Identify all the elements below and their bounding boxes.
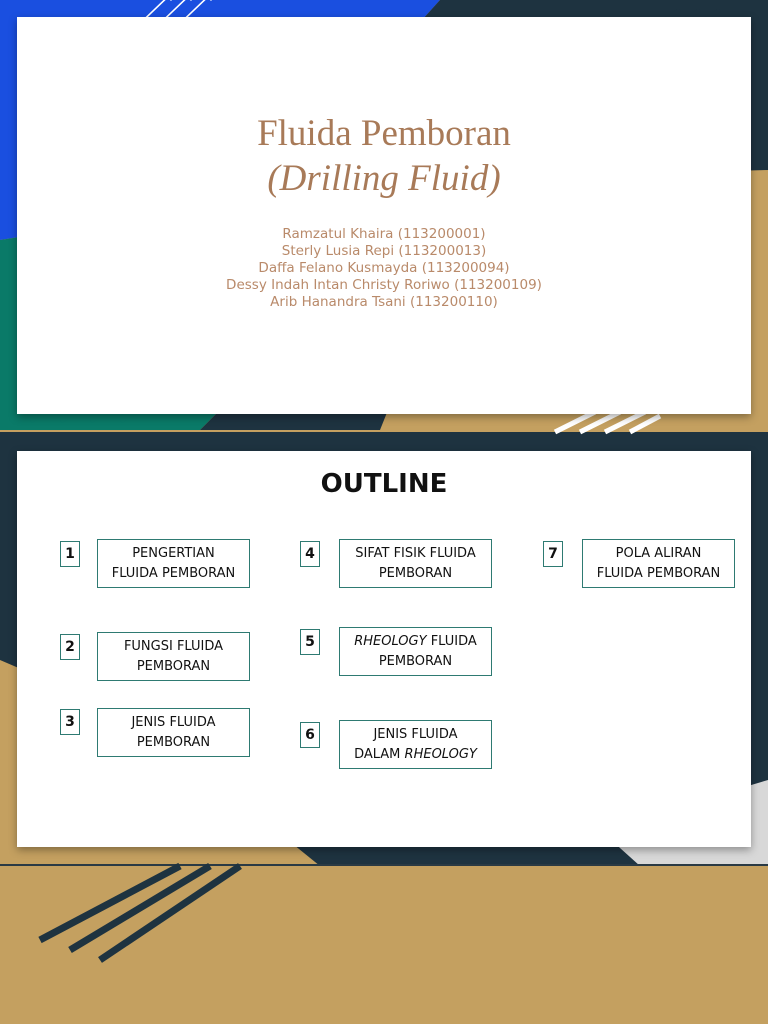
outline-number: 2 bbox=[60, 634, 80, 660]
outline-item-text: PEMBORAN bbox=[136, 734, 211, 750]
outline-item-text: FLUIDA PEMBORAN bbox=[596, 565, 721, 581]
outline-item-text: SIFAT FISIK FLUIDA bbox=[355, 545, 476, 561]
outline-item bbox=[582, 539, 735, 588]
author-name: Sterly Lusia Repi (113200013) bbox=[281, 243, 487, 259]
outline-item-text: PEMBORAN bbox=[136, 658, 211, 674]
outline-number: 5 bbox=[300, 629, 320, 655]
outline-item-text: FLUIDA bbox=[426, 633, 477, 649]
outline-number: 7 bbox=[543, 541, 563, 567]
author-name: Daffa Felano Kusmayda (113200094) bbox=[258, 260, 510, 276]
outline-item bbox=[339, 627, 492, 676]
outline-number: 6 bbox=[300, 722, 320, 748]
title-slide bbox=[17, 17, 751, 414]
outline-number: 1 bbox=[60, 541, 80, 567]
outline-item-text: PEMBORAN bbox=[378, 653, 453, 669]
outline-item bbox=[339, 720, 492, 769]
outline-slide bbox=[17, 451, 751, 847]
author-list bbox=[17, 226, 751, 311]
outline-item bbox=[97, 632, 250, 681]
slide-subtitle: (Drilling Fluid) bbox=[267, 158, 501, 199]
outline-item-text: POLA ALIRAN bbox=[615, 545, 702, 561]
outline-item-text: PEMBORAN bbox=[378, 565, 453, 581]
outline-item bbox=[339, 539, 492, 588]
outline-heading: OUTLINE bbox=[320, 469, 448, 499]
outline-item-text: DALAM bbox=[354, 746, 405, 762]
slide-title: Fluida Pemboran bbox=[257, 113, 511, 154]
outline-item-text: JENIS FLUIDA bbox=[131, 714, 216, 730]
outline-item bbox=[97, 539, 250, 588]
outline-number: 4 bbox=[300, 541, 320, 567]
outline-item-text: PENGERTIAN bbox=[132, 545, 215, 561]
author-name: Arib Hanandra Tsani (113200110) bbox=[270, 294, 498, 310]
author-name: Ramzatul Khaira (113200001) bbox=[282, 226, 486, 242]
outline-item-text: JENIS FLUIDA bbox=[373, 726, 458, 742]
outline-item bbox=[97, 708, 250, 757]
outline-item-text: FUNGSI FLUIDA bbox=[123, 638, 224, 654]
outline-item-text: FLUIDA PEMBORAN bbox=[111, 565, 236, 581]
outline-number: 3 bbox=[60, 709, 80, 735]
outline-item-text-italic: RHEOLOGY bbox=[354, 633, 427, 649]
outline-item-text-italic: RHEOLOGY bbox=[404, 746, 477, 762]
author-name: Dessy Indah Intan Christy Roriwo (113200109) bbox=[226, 277, 542, 293]
